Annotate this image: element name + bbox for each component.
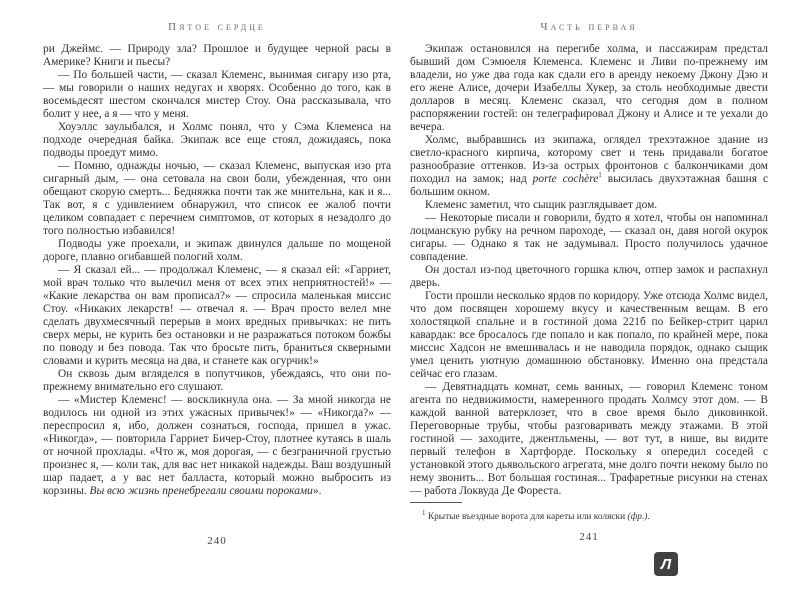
paragraph: — Девятнадцать комнат, семь ванных, — говорил Клеменс тоном агента по недвижимости, намеренного продать Холмсу этот дом. — В каждой ванной ватерклозет, что в свое время было диковинкой. Переговорные трубы, чтобы разговаривать между этажами. В этой гостиной — заходите, джентльмены, — вот тут, в нише, вы видите первый телефон в Хартфорде. Поскольку я опередил соседей с установкой этого дьявольского агрегата, мне долго почти некому было по нему звонить... Вот большая гостиная... Трафаретные рисунки на стенах — работа Локвуда Де Фореста. [410, 381, 768, 497]
page-number-left: 240 [207, 535, 227, 547]
footnote-divider [410, 502, 462, 503]
labirint-logo: Л [654, 552, 678, 576]
paragraph: Холмс, выбравшись из экипажа, оглядел трехэтажное здание из светло-красного кирпича, которому свет и тень придавали богатое разнообразие оттенков. Из-за острых фронтонов с балкончиками дом походил на замок; над porte cochère$^1$ высилась двухэтажная башня с большим окном. [410, 134, 768, 198]
paragraph: Подводы уже проехали, и экипаж двинулся дальше по мощеной дороге, плавно огибавшей пологий холм. [43, 238, 391, 263]
paragraph: — Я сказал ей... — продолжал Клеменс, — я сказал ей: «Гарриет, мой врач только что вылечил меня от всех этих неприятностей!» — «Какие лекарства он вам прописал?» — спросила маленькая миссис Стоу. «Никаких лекарств! — отвечал я. — Врач просто велел мне сделать двухмесячный перерыв в моих вредных привычках: не пить сверх меры, не курить без остановки и не разражаться потоком божбы по поводу и без повода. Так что бросьте пить, браниться скверными словами и курить месяца на два, и станете как огурчик!» [43, 264, 391, 367]
right-page [410, 0, 768, 589]
left-page-text [43, 43, 391, 498]
footnote [410, 502, 768, 533]
paragraph: — По большей части, — сказал Клеменс, вынимая сигару изо рта, — мы говорили о наших недугах и хворях. Особенно до того, как в восемьдесят шестом скончался мистер Стоу. Она рассказывала, что болит у нее, а я — что у меня. [43, 69, 391, 120]
running-head-left: Пятое сердце [168, 21, 266, 33]
paragraph: ри Джеймс. — Природу зла? Прошлое и будущее черной расы в Америке? Книги и пьесы? [43, 43, 391, 68]
footnote-text [410, 509, 768, 523]
left-page [43, 0, 391, 589]
paragraph: Экипаж остановился на перегибе холма, и пассажирам предстал бывший дом Сэмюеля Клеменса. Клеменс и Ливи по-прежнему им владели, но уже два года как сдали его в аренду некоему Джону Дэю и его жене Алисе, дочери Изабеллы Хукер, за столь необходимые двести долларов в месяц. Клеменс сказал, что сегодня дом в полном распоряжении гостей: он телеграфировал Джону и Алисе и те уехали до вечера. [410, 43, 768, 133]
paragraph: $^1$ Крытые въездные ворота для кареты или коляски (фр.). [422, 509, 650, 523]
paragraph: — Некоторые писали и говорили, будто я хотел, чтобы он напоминал лоцманскую рубку на речном пароходе, — сказал он, давя ногой окурок сигары. — Однако я так не задумывал. Просто получилось удачное совпадение. [410, 212, 768, 263]
paragraph: — «Мистер Клеменс! — воскликнула она. — За мной никогда не водилось ни одной из этих ужасных привычек!» — «Никогда?» — переспросил я, ибо, должен сознаться, господа, пришел в ужас. «Никогда», — повторила Гарриет Бичер-Стоу, плотнее кутаясь в шаль от ночной прохлады. «Что ж, моя дорогая, — с безграничной грустью произнес я, — коли так, для вас нет никакой надежды. Ваш воздушный шар падает, а у вас нет балласта, который можно выбросить из корзины. Вы всю жизнь пренебрегали своими пороками». [43, 394, 391, 497]
paragraph: Хоуэллс заулыбался, и Холмс понял, что у Сэма Клеменса на подходе очередная байка. Экипаж все еще стоял, дожидаясь, пока подводы проедут мимо. [43, 121, 391, 159]
running-head-right: Часть первая [540, 21, 638, 33]
page-number-right: 241 [579, 531, 599, 543]
paragraph: Он сквозь дым вгляделся в попутчиков, убеждаясь, что они по-прежнему внимательно его слушают. [43, 368, 391, 393]
paragraph: Клеменс заметил, что сыщик разглядывает дом. [425, 199, 658, 211]
paragraph: Он достал из-под цветочного горшка ключ, отпер замок и распахнул дверь. [410, 264, 768, 289]
paragraph: — Помню, однажды ночью, — сказал Клеменс, выпуская изо рта сигарный дым, — она сетовала на свои боли, убежденная, что они обещают скорую смерть... Бедняжка почти так же мнительна, как и я... Так вот, я с удивлением обнаружил, что список ее жалоб почти целиком совпадает с перечнем симптомов, от которых я незадолго до того полностью избавился! [43, 160, 391, 237]
paragraph: Гости прошли несколько ярдов по коридору. Уже отсюда Холмс видел, что дом посвящен хорошему вкусу и качественным вещам. В его холостяцкой спальне и в гостиной дома 221б по Бейкер-стрит царил кавардак: все бросалось где попало и как попало, по крайней мере, пока миссис Хадсон не вмешивалась и не наводила порядок, однако сыщик умел ценить уютную домашнюю обстановку. Именно она предстала сейчас его глазам. [410, 290, 768, 380]
right-page-text [410, 43, 768, 498]
